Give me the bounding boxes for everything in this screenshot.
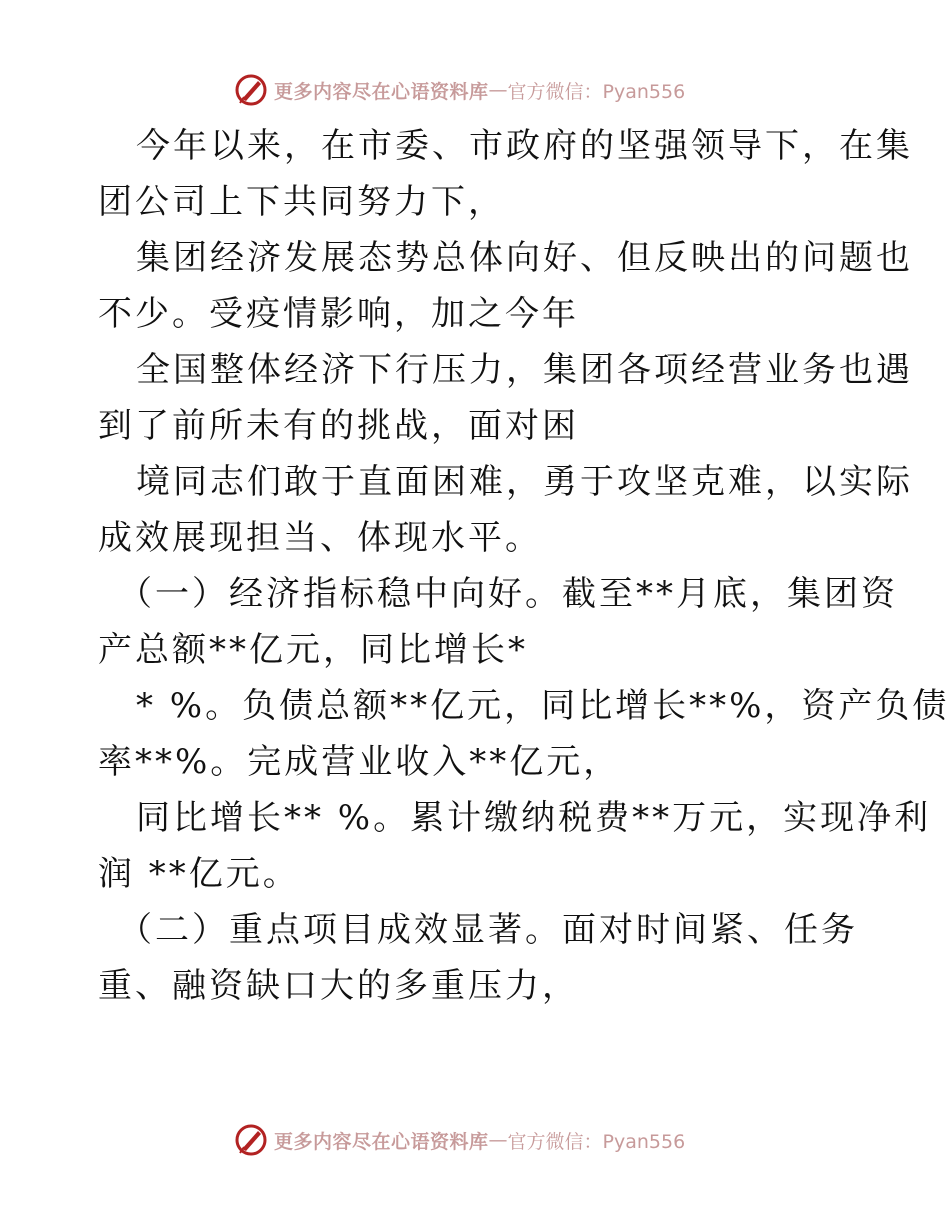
banner-wechat: 官方微信：Pyan556 <box>507 1130 686 1153</box>
text-line: 全国整体经济下行压力，集团各项经营业务也遇 <box>136 350 913 390</box>
text-line: 同比增长** %。累计缴纳税费**万元，实现净利 <box>136 798 932 838</box>
text-line: （一）经济指标稳中向好。截至**月底，集团资 <box>118 574 898 614</box>
text-line: 集团经济发展态势总体向好、但反映出的问题也 <box>136 238 913 278</box>
text-line: 不少。受疫情影响，加之今年 <box>98 294 579 334</box>
text-line: 润 **亿元。 <box>98 854 300 894</box>
text-line: 到了前所未有的挑战，面对困 <box>98 406 579 446</box>
text-line: 重、融资缺口大的多重压力， <box>98 966 579 1006</box>
text-line: 成效展现担当、体现水平。 <box>98 518 542 558</box>
header-watermark-banner <box>234 70 685 110</box>
banner-wechat: 官方微信：Pyan556 <box>507 80 686 103</box>
quill-pen-logo-icon <box>234 73 268 107</box>
text-line: 团公司上下共同努力下， <box>98 182 505 222</box>
banner-separator: — <box>488 79 508 101</box>
text-line: * %。负债总额**亿元，同比增长**%，资产负债 <box>136 686 950 726</box>
banner-title: 更多内容尽在心语资料库 <box>274 1130 489 1153</box>
text-line: 境同志们敢于直面困难，勇于攻坚克难，以实际 <box>136 462 913 502</box>
footer-watermark-banner <box>234 1120 685 1160</box>
text-line: 产总额**亿元，同比增长* <box>98 630 528 670</box>
banner-title: 更多内容尽在心语资料库 <box>274 80 489 103</box>
text-line: 率**%。完成营业收入**亿元， <box>98 742 621 782</box>
text-line: 今年以来，在市委、市政府的坚强领导下，在集 <box>136 126 913 166</box>
document-body <box>98 118 950 1014</box>
banner-separator: — <box>488 1129 508 1151</box>
text-line: （二）重点项目成效显著。面对时间紧、任务 <box>118 910 858 950</box>
quill-pen-logo-icon <box>234 1123 268 1157</box>
